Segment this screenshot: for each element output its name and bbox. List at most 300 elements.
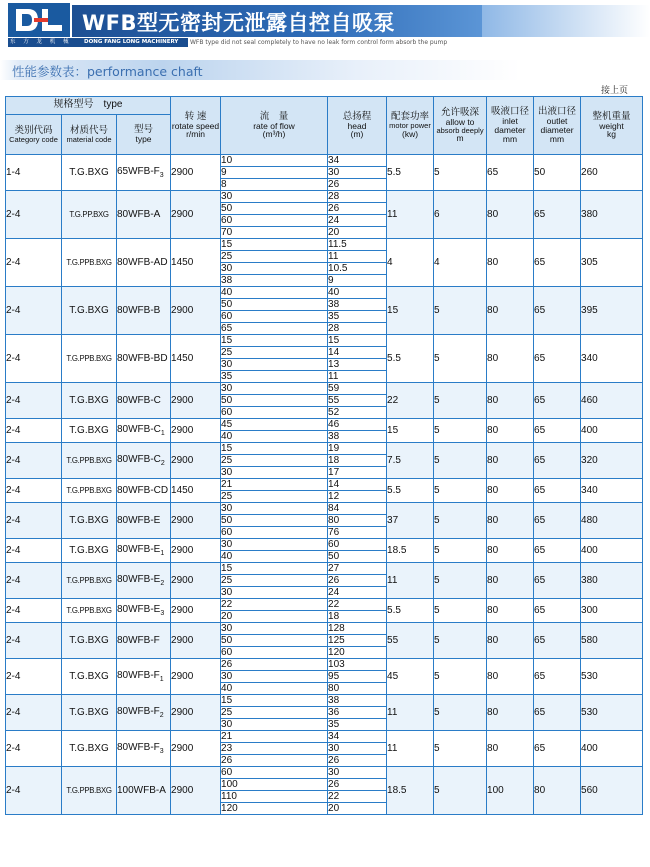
weight-cell: 305 bbox=[581, 239, 643, 287]
suction-depth-cell: 5 bbox=[434, 695, 487, 731]
model-cell: $80WFB-F_3$ bbox=[117, 731, 171, 767]
motor-power-cell: 11 bbox=[387, 191, 434, 239]
inlet-diameter-cell: 80 bbox=[487, 599, 534, 623]
flow-cell: 9 bbox=[221, 167, 328, 179]
speed-cell: 2900 bbox=[171, 539, 221, 563]
material-code-cell: T.G.BXG bbox=[62, 539, 117, 563]
head-cell: 24 bbox=[328, 215, 387, 227]
category-code-cell: 2-4 bbox=[6, 539, 62, 563]
head-cell: 11.5 bbox=[328, 239, 387, 251]
flow-cell: 120 bbox=[221, 803, 328, 815]
table-row bbox=[6, 191, 643, 203]
material-code-cell: T.G.BXG bbox=[62, 695, 117, 731]
table-row bbox=[6, 695, 643, 707]
flow-cell: 65 bbox=[221, 323, 328, 335]
model-cell: $80WFB-E_1$ bbox=[117, 539, 171, 563]
suction-depth-cell: 5 bbox=[434, 503, 487, 539]
header-material: 材质代号 material code bbox=[62, 115, 117, 155]
head-cell: 9 bbox=[328, 275, 387, 287]
speed-cell: 2900 bbox=[171, 155, 221, 191]
flow-cell: 30 bbox=[221, 671, 328, 683]
head-cell: 80 bbox=[328, 683, 387, 695]
head-cell: 30 bbox=[328, 767, 387, 779]
motor-power-cell: 7.5 bbox=[387, 443, 434, 479]
table-row bbox=[6, 335, 643, 347]
head-cell: 22 bbox=[328, 791, 387, 803]
table-row bbox=[6, 599, 643, 611]
model-cell: $80WFB-F_1$ bbox=[117, 659, 171, 695]
category-code-cell: 2-4 bbox=[6, 419, 62, 443]
head-cell: 14 bbox=[328, 479, 387, 491]
flow-cell: 50 bbox=[221, 515, 328, 527]
head-cell: 27 bbox=[328, 563, 387, 575]
weight-cell: 340 bbox=[581, 479, 643, 503]
weight-cell: 400 bbox=[581, 731, 643, 767]
flow-cell: 30 bbox=[221, 359, 328, 371]
flow-cell: 25 bbox=[221, 491, 328, 503]
motor-power-cell: 18.5 bbox=[387, 539, 434, 563]
suction-depth-cell: 6 bbox=[434, 191, 487, 239]
category-code-cell: 2-4 bbox=[6, 731, 62, 767]
head-cell: 38 bbox=[328, 695, 387, 707]
motor-power-cell: 45 bbox=[387, 659, 434, 695]
header-banner bbox=[0, 0, 650, 46]
motor-power-cell: 15 bbox=[387, 419, 434, 443]
head-cell: 80 bbox=[328, 515, 387, 527]
head-cell: 84 bbox=[328, 503, 387, 515]
model-cell: 80WFB-B bbox=[117, 287, 171, 335]
head-cell: 26 bbox=[328, 575, 387, 587]
category-code-cell: 2-4 bbox=[6, 695, 62, 731]
model-cell: $80WFB-F_2$ bbox=[117, 695, 171, 731]
head-cell: 18 bbox=[328, 455, 387, 467]
model-cell: 80WFB-CD bbox=[117, 479, 171, 503]
category-code-cell: 2-4 bbox=[6, 191, 62, 239]
inlet-diameter-cell: 80 bbox=[487, 479, 534, 503]
flow-cell: 40 bbox=[221, 287, 328, 299]
category-code-cell: 2-4 bbox=[6, 599, 62, 623]
section-bar bbox=[0, 60, 650, 80]
model-cell: 80WFB-BD bbox=[117, 335, 171, 383]
flow-cell: 110 bbox=[221, 791, 328, 803]
speed-cell: 2900 bbox=[171, 419, 221, 443]
flow-cell: 10 bbox=[221, 155, 328, 167]
head-cell: 46 bbox=[328, 419, 387, 431]
motor-power-cell: 4 bbox=[387, 239, 434, 287]
table-row bbox=[6, 383, 643, 395]
material-code-cell: T.G.BXG bbox=[62, 503, 117, 539]
flow-cell: 15 bbox=[221, 335, 328, 347]
continued-note: 接上页 bbox=[600, 86, 628, 96]
head-cell: 95 bbox=[328, 671, 387, 683]
table-row bbox=[6, 623, 643, 635]
head-cell: 35 bbox=[328, 719, 387, 731]
flow-cell: 8 bbox=[221, 179, 328, 191]
flow-cell: 50 bbox=[221, 299, 328, 311]
inlet-diameter-cell: 80 bbox=[487, 443, 534, 479]
head-cell: 19 bbox=[328, 443, 387, 455]
head-cell: 120 bbox=[328, 647, 387, 659]
material-code-cell: T.G.PPB.BXG bbox=[62, 767, 117, 815]
flow-cell: 30 bbox=[221, 191, 328, 203]
flow-cell: 26 bbox=[221, 659, 328, 671]
flow-cell: 30 bbox=[221, 539, 328, 551]
model-cell: $80WFB-C_1$ bbox=[117, 419, 171, 443]
head-cell: 128 bbox=[328, 623, 387, 635]
header-speed: 转 速 rotate speed r/min bbox=[171, 97, 221, 155]
speed-cell: 2900 bbox=[171, 731, 221, 767]
suction-depth-cell: 5 bbox=[434, 623, 487, 659]
material-code-cell: T.G.BXG bbox=[62, 659, 117, 695]
flow-cell: 15 bbox=[221, 239, 328, 251]
page-title: WFB型无密封无泄露自控自吸泵 bbox=[82, 11, 396, 35]
inlet-diameter-cell: 80 bbox=[487, 695, 534, 731]
flow-cell: 26 bbox=[221, 755, 328, 767]
flow-cell: 50 bbox=[221, 635, 328, 647]
weight-cell: 300 bbox=[581, 599, 643, 623]
category-code-cell: 2-4 bbox=[6, 335, 62, 383]
header-depth: 允许吸深 allow to absorb deeply m bbox=[434, 97, 487, 155]
speed-cell: 1450 bbox=[171, 335, 221, 383]
head-cell: 59 bbox=[328, 383, 387, 395]
title-bar bbox=[72, 5, 482, 37]
speed-cell: 2900 bbox=[171, 767, 221, 815]
flow-cell: 25 bbox=[221, 707, 328, 719]
head-cell: 17 bbox=[328, 467, 387, 479]
head-cell: 26 bbox=[328, 203, 387, 215]
motor-power-cell: 55 bbox=[387, 623, 434, 659]
table-row bbox=[6, 419, 643, 431]
weight-cell: 400 bbox=[581, 539, 643, 563]
head-cell: 22 bbox=[328, 599, 387, 611]
table-row bbox=[6, 767, 643, 779]
category-code-cell: 2-4 bbox=[6, 767, 62, 815]
category-code-cell: 2-4 bbox=[6, 443, 62, 479]
head-cell: 55 bbox=[328, 395, 387, 407]
flow-cell: 22 bbox=[221, 599, 328, 611]
header-category: 类别代码 Category code bbox=[6, 115, 62, 155]
table-body bbox=[6, 155, 643, 815]
flow-cell: 100 bbox=[221, 779, 328, 791]
speed-cell: 2900 bbox=[171, 599, 221, 623]
dfl-logo-icon bbox=[12, 5, 66, 35]
speed-cell: 2900 bbox=[171, 563, 221, 599]
head-cell: 30 bbox=[328, 743, 387, 755]
model-cell: 80WFB-E bbox=[117, 503, 171, 539]
head-cell: 34 bbox=[328, 155, 387, 167]
inlet-diameter-cell: 80 bbox=[487, 383, 534, 419]
table-row bbox=[6, 239, 643, 251]
suction-depth-cell: 5 bbox=[434, 383, 487, 419]
outlet-diameter-cell: 65 bbox=[534, 563, 581, 599]
material-code-cell: T.G.PPB.BXG bbox=[62, 443, 117, 479]
head-cell: 28 bbox=[328, 323, 387, 335]
suction-depth-cell: 5 bbox=[434, 335, 487, 383]
table-row bbox=[6, 287, 643, 299]
flow-cell: 40 bbox=[221, 551, 328, 563]
motor-power-cell: 22 bbox=[387, 383, 434, 419]
suction-depth-cell: 5 bbox=[434, 287, 487, 335]
weight-cell: 580 bbox=[581, 623, 643, 659]
material-code-cell: T.G.PPB.BXG bbox=[62, 335, 117, 383]
weight-cell: 260 bbox=[581, 155, 643, 191]
category-code-cell: 2-4 bbox=[6, 383, 62, 419]
flow-cell: 30 bbox=[221, 467, 328, 479]
suction-depth-cell: 5 bbox=[434, 563, 487, 599]
weight-cell: 340 bbox=[581, 335, 643, 383]
suction-depth-cell: 5 bbox=[434, 731, 487, 767]
model-cell: $80WFB-E_2$ bbox=[117, 563, 171, 599]
flow-cell: 60 bbox=[221, 647, 328, 659]
model-cell: 80WFB-C bbox=[117, 383, 171, 419]
head-cell: 50 bbox=[328, 551, 387, 563]
suction-depth-cell: 5 bbox=[434, 479, 487, 503]
head-cell: 26 bbox=[328, 179, 387, 191]
header-flow: 流 量 rate of flow (m³/h) bbox=[221, 97, 328, 155]
motor-power-cell: 5.5 bbox=[387, 155, 434, 191]
weight-cell: 530 bbox=[581, 695, 643, 731]
table-row bbox=[6, 503, 643, 515]
flow-cell: 30 bbox=[221, 623, 328, 635]
weight-cell: 460 bbox=[581, 383, 643, 419]
header-head: 总扬程 head (m) bbox=[328, 97, 387, 155]
head-cell: 13 bbox=[328, 359, 387, 371]
category-code-cell: 1-4 bbox=[6, 155, 62, 191]
outlet-diameter-cell: 65 bbox=[534, 287, 581, 335]
weight-cell: 560 bbox=[581, 767, 643, 815]
material-code-cell: T.G.PP.BXG bbox=[62, 191, 117, 239]
suction-depth-cell: 5 bbox=[434, 767, 487, 815]
model-cell: 100WFB-A bbox=[117, 767, 171, 815]
outlet-diameter-cell: 50 bbox=[534, 155, 581, 191]
flow-cell: 38 bbox=[221, 275, 328, 287]
flow-cell: 30 bbox=[221, 503, 328, 515]
inlet-diameter-cell: 80 bbox=[487, 731, 534, 767]
material-code-cell: T.G.PPB.BXG bbox=[62, 479, 117, 503]
flow-cell: 15 bbox=[221, 695, 328, 707]
flow-cell: 45 bbox=[221, 419, 328, 431]
head-cell: 36 bbox=[328, 707, 387, 719]
suction-depth-cell: 5 bbox=[434, 155, 487, 191]
head-cell: 18 bbox=[328, 611, 387, 623]
speed-cell: 1450 bbox=[171, 479, 221, 503]
speed-cell: 2900 bbox=[171, 659, 221, 695]
inlet-diameter-cell: 80 bbox=[487, 239, 534, 287]
material-code-cell: T.G.BXG bbox=[62, 623, 117, 659]
outlet-diameter-cell: 65 bbox=[534, 479, 581, 503]
inlet-diameter-cell: 80 bbox=[487, 503, 534, 539]
flow-cell: 30 bbox=[221, 587, 328, 599]
head-cell: 26 bbox=[328, 779, 387, 791]
head-cell: 60 bbox=[328, 539, 387, 551]
inlet-diameter-cell: 80 bbox=[487, 335, 534, 383]
model-cell: 80WFB-AD bbox=[117, 239, 171, 287]
flow-cell: 40 bbox=[221, 431, 328, 443]
head-cell: 20 bbox=[328, 227, 387, 239]
flow-cell: 30 bbox=[221, 263, 328, 275]
motor-power-cell: 11 bbox=[387, 731, 434, 767]
flow-cell: 21 bbox=[221, 479, 328, 491]
inlet-diameter-cell: 65 bbox=[487, 155, 534, 191]
outlet-diameter-cell: 65 bbox=[534, 731, 581, 767]
head-cell: 10.5 bbox=[328, 263, 387, 275]
table-row bbox=[6, 659, 643, 671]
motor-power-cell: 18.5 bbox=[387, 767, 434, 815]
flow-cell: 60 bbox=[221, 215, 328, 227]
material-code-cell: T.G.BXG bbox=[62, 419, 117, 443]
motor-power-cell: 5.5 bbox=[387, 479, 434, 503]
flow-cell: 60 bbox=[221, 767, 328, 779]
head-cell: 24 bbox=[328, 587, 387, 599]
inlet-diameter-cell: 80 bbox=[487, 623, 534, 659]
inlet-diameter-cell: 80 bbox=[487, 563, 534, 599]
flow-cell: 25 bbox=[221, 251, 328, 263]
outlet-diameter-cell: 65 bbox=[534, 419, 581, 443]
section-title: 性能参数表：performance chaft bbox=[12, 64, 203, 79]
header-spec: 规格型号 type bbox=[6, 97, 171, 115]
motor-power-cell: 37 bbox=[387, 503, 434, 539]
flow-cell: 23 bbox=[221, 743, 328, 755]
company-strip bbox=[8, 38, 188, 47]
outlet-diameter-cell: 65 bbox=[534, 695, 581, 731]
header-weight: 整机重量 weight kg bbox=[581, 97, 643, 155]
flow-cell: 60 bbox=[221, 407, 328, 419]
flow-cell: 70 bbox=[221, 227, 328, 239]
motor-power-cell: 15 bbox=[387, 287, 434, 335]
table-row bbox=[6, 479, 643, 491]
flow-cell: 30 bbox=[221, 383, 328, 395]
table-row bbox=[6, 155, 643, 167]
head-cell: 11 bbox=[328, 371, 387, 383]
category-code-cell: 2-4 bbox=[6, 503, 62, 539]
head-cell: 76 bbox=[328, 527, 387, 539]
suction-depth-cell: 5 bbox=[434, 419, 487, 443]
weight-cell: 480 bbox=[581, 503, 643, 539]
model-cell: 80WFB-F bbox=[117, 623, 171, 659]
weight-cell: 400 bbox=[581, 419, 643, 443]
outlet-diameter-cell: 65 bbox=[534, 599, 581, 623]
material-code-cell: T.G.PPB.BXG bbox=[62, 563, 117, 599]
head-cell: 12 bbox=[328, 491, 387, 503]
table-row bbox=[6, 539, 643, 551]
category-code-cell: 2-4 bbox=[6, 239, 62, 287]
header-outlet: 出液口径 outlet diameter mm bbox=[534, 97, 581, 155]
company-name-cn: 东 方 龙 机 械 bbox=[10, 39, 72, 45]
outlet-diameter-cell: 65 bbox=[534, 335, 581, 383]
head-cell: 15 bbox=[328, 335, 387, 347]
flow-cell: 20 bbox=[221, 611, 328, 623]
flow-cell: 25 bbox=[221, 575, 328, 587]
flow-cell: 25 bbox=[221, 455, 328, 467]
speed-cell: 2900 bbox=[171, 287, 221, 335]
category-code-cell: 2-4 bbox=[6, 659, 62, 695]
model-cell: $80WFB-E_3$ bbox=[117, 599, 171, 623]
head-cell: 125 bbox=[328, 635, 387, 647]
head-cell: 34 bbox=[328, 731, 387, 743]
outlet-diameter-cell: 65 bbox=[534, 383, 581, 419]
flow-cell: 35 bbox=[221, 371, 328, 383]
outlet-diameter-cell: 65 bbox=[534, 659, 581, 695]
outlet-diameter-cell: 65 bbox=[534, 239, 581, 287]
material-code-cell: T.G.PPB.BXG bbox=[62, 599, 117, 623]
outlet-diameter-cell: 80 bbox=[534, 767, 581, 815]
performance-table bbox=[5, 96, 643, 815]
speed-cell: 2900 bbox=[171, 443, 221, 479]
suction-depth-cell: 5 bbox=[434, 599, 487, 623]
category-code-cell: 2-4 bbox=[6, 563, 62, 599]
model-cell: $80WFB-C_2$ bbox=[117, 443, 171, 479]
flow-cell: 60 bbox=[221, 527, 328, 539]
flow-cell: 30 bbox=[221, 719, 328, 731]
company-logo bbox=[8, 3, 70, 37]
material-code-cell: T.G.BXG bbox=[62, 155, 117, 191]
head-cell: 14 bbox=[328, 347, 387, 359]
outlet-diameter-cell: 65 bbox=[534, 539, 581, 563]
weight-cell: 380 bbox=[581, 563, 643, 599]
table-row bbox=[6, 563, 643, 575]
flow-cell: 15 bbox=[221, 563, 328, 575]
speed-cell: 2900 bbox=[171, 383, 221, 419]
speed-cell: 2900 bbox=[171, 191, 221, 239]
model-cell: $65WFB-F_3$ bbox=[117, 155, 171, 191]
suction-depth-cell: 4 bbox=[434, 239, 487, 287]
suction-depth-cell: 5 bbox=[434, 539, 487, 563]
speed-cell: 2900 bbox=[171, 623, 221, 659]
category-code-cell: 2-4 bbox=[6, 623, 62, 659]
header-power: 配套功率 motor power (kw) bbox=[387, 97, 434, 155]
category-code-cell: 2-4 bbox=[6, 287, 62, 335]
header-model: 型号 type bbox=[117, 115, 171, 155]
head-cell: 38 bbox=[328, 299, 387, 311]
motor-power-cell: 5.5 bbox=[387, 599, 434, 623]
weight-cell: 395 bbox=[581, 287, 643, 335]
company-name-en: DONG FANG LONG MACHINERY bbox=[84, 39, 179, 45]
flow-cell: 15 bbox=[221, 443, 328, 455]
suction-depth-cell: 5 bbox=[434, 659, 487, 695]
flow-cell: 25 bbox=[221, 347, 328, 359]
head-cell: 30 bbox=[328, 167, 387, 179]
head-cell: 35 bbox=[328, 311, 387, 323]
flow-cell: 50 bbox=[221, 395, 328, 407]
outlet-diameter-cell: 65 bbox=[534, 623, 581, 659]
flow-cell: 60 bbox=[221, 311, 328, 323]
flow-cell: 40 bbox=[221, 683, 328, 695]
inlet-diameter-cell: 80 bbox=[487, 539, 534, 563]
slogan: WFB type did not seal completely to have no leak form control form absorb the pump bbox=[190, 39, 448, 46]
head-cell: 20 bbox=[328, 803, 387, 815]
table-row bbox=[6, 731, 643, 743]
table-row bbox=[6, 443, 643, 455]
speed-cell: 1450 bbox=[171, 239, 221, 287]
weight-cell: 530 bbox=[581, 659, 643, 695]
inlet-diameter-cell: 80 bbox=[487, 419, 534, 443]
head-cell: 38 bbox=[328, 431, 387, 443]
motor-power-cell: 11 bbox=[387, 695, 434, 731]
head-cell: 28 bbox=[328, 191, 387, 203]
inlet-diameter-cell: 100 bbox=[487, 767, 534, 815]
motor-power-cell: 5.5 bbox=[387, 335, 434, 383]
outlet-diameter-cell: 65 bbox=[534, 443, 581, 479]
weight-cell: 380 bbox=[581, 191, 643, 239]
inlet-diameter-cell: 80 bbox=[487, 191, 534, 239]
weight-cell: 320 bbox=[581, 443, 643, 479]
header-inlet: 吸液口径 inlet dameter mm bbox=[487, 97, 534, 155]
material-code-cell: T.G.BXG bbox=[62, 287, 117, 335]
material-code-cell: T.G.PPB.BXG bbox=[62, 239, 117, 287]
head-cell: 40 bbox=[328, 287, 387, 299]
speed-cell: 2900 bbox=[171, 503, 221, 539]
motor-power-cell: 11 bbox=[387, 563, 434, 599]
